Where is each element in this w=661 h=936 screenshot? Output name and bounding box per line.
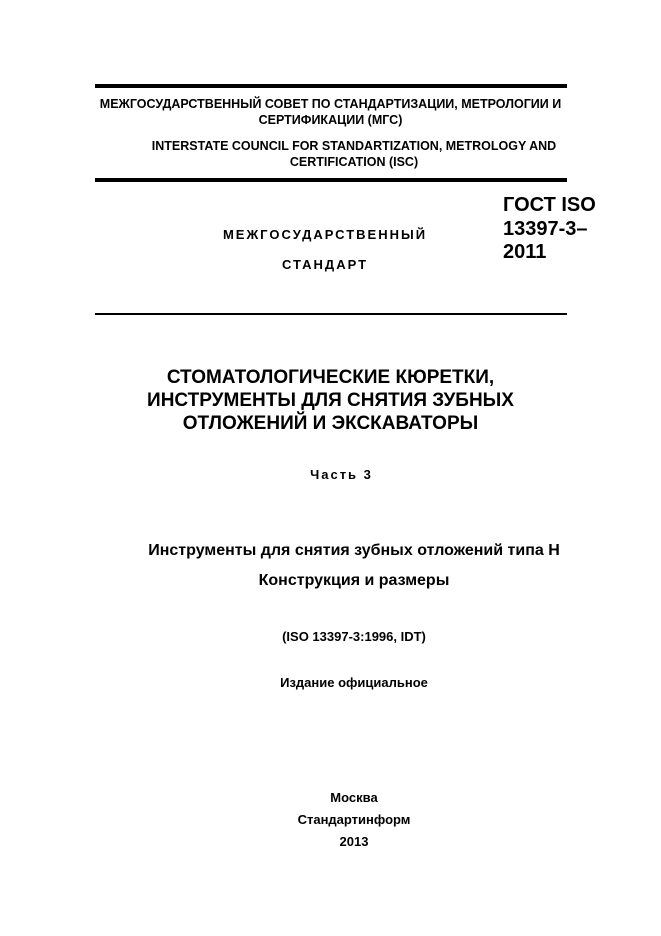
document-title [0, 366, 661, 435]
council-name-en [0, 139, 661, 170]
document-subtitle [0, 536, 661, 596]
edition-note: Издание официальное [280, 675, 428, 690]
designation-line2: 13397-3– [503, 217, 588, 240]
document-title-line3: ОТЛОЖЕНИЙ И ЭКСКАВАТОРЫ [182, 413, 479, 434]
document-subtitle-line2: Конструкция и размеры [258, 572, 450, 589]
council-name-en-line1: INTERSTATE COUNCIL FOR STANDARTIZATION, METROLOGY AND [151, 139, 557, 153]
standard-type-line2: СТАНДАРТ [281, 257, 369, 272]
part-label: Часть 3 [310, 467, 373, 482]
council-name-ru [0, 97, 661, 128]
header-top-rule [95, 84, 567, 88]
imprint-city: Москва [330, 790, 378, 805]
document-subtitle-line1: Инструменты для снятия зубных отложений типа Н [148, 542, 560, 559]
council-name-ru-line2: СЕРТИФИКАЦИИ (МГС) [258, 112, 403, 127]
header-bottom-rule [95, 178, 567, 182]
imprint-block [0, 787, 661, 853]
standard-designation [503, 194, 596, 265]
designation-line3: 2011 [503, 241, 547, 263]
designation-line1: ГОСТ ISO [503, 194, 596, 216]
standard-type-line1: МЕЖГОСУДАРСТВЕННЫЙ [222, 227, 428, 242]
document-title-line1: СТОМАТОЛОГИЧЕСКИЕ КЮРЕТКИ, [166, 367, 495, 388]
council-name-ru-line1: МЕЖГОСУДАРСТВЕННЫЙ СОВЕТ ПО СТАНДАРТИЗАЦИИ, МЕТРОЛОГИИ И [99, 97, 562, 111]
imprint-publisher: Стандартинформ [297, 812, 411, 827]
designation-separator-rule [95, 313, 567, 315]
document-title-line2: ИНСТРУМЕНТЫ ДЛЯ СНЯТИЯ ЗУБНЫХ [147, 390, 514, 411]
council-name-en-line2: CERTIFICATION (ISC) [289, 154, 419, 169]
iso-reference: (ISO 13397-3:1996, IDT) [282, 629, 426, 644]
imprint-year: 2013 [339, 834, 369, 849]
